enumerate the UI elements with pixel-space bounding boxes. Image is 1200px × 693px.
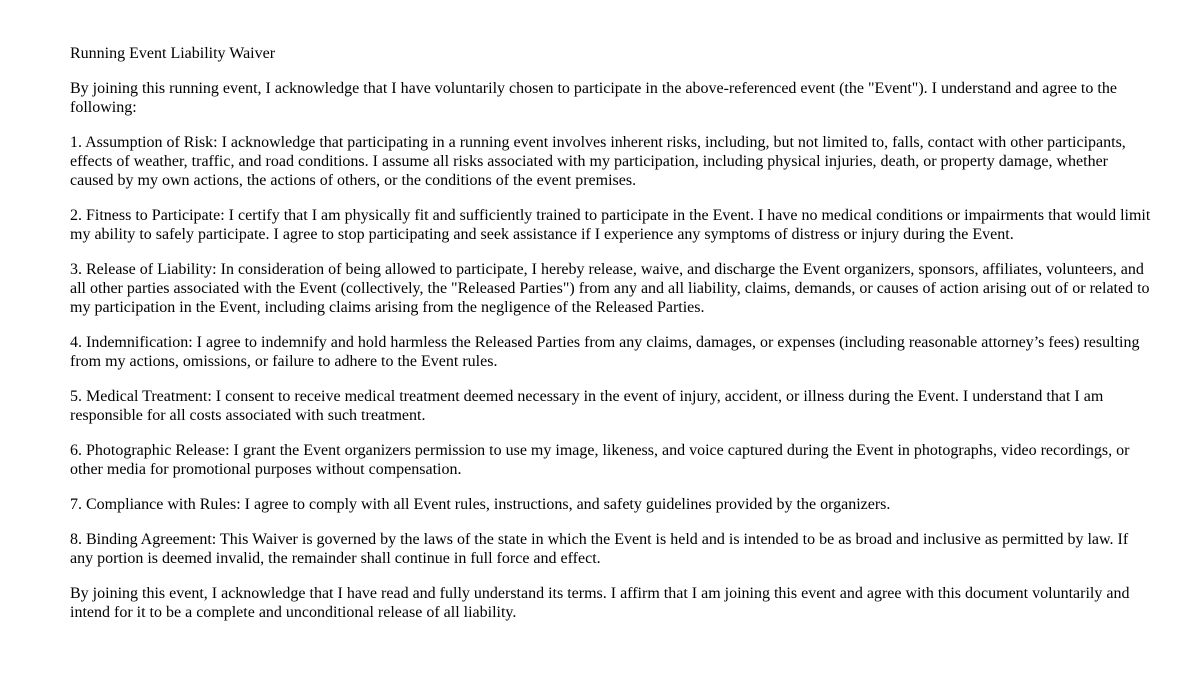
intro-paragraph: By joining this running event, I acknowledge that I have voluntarily chosen to participate in the above-referenced event (the "Event"). I understand and agree to the following: <box>70 80 1117 116</box>
clause-indemnification: 4. Indemnification: I agree to indemnify and hold harmless the Released Parties from any claims, damages, or expenses (including reasonable attorney’s fees) resulting from my actions, omissions, or failure to adhere to the Event rules. <box>70 334 1140 370</box>
clause-compliance-with-rules: 7. Compliance with Rules: I agree to comply with all Event rules, instructions, and safety guidelines provided by the organizers. <box>70 496 891 513</box>
clause-photographic-release: 6. Photographic Release: I grant the Event organizers permission to use my image, likeness, and voice captured during the Event in photographs, video recordings, or other media for promotional purposes without compensation. <box>70 442 1130 478</box>
clause-release-of-liability: 3. Release of Liability: In consideration of being allowed to participate, I hereby release, waive, and discharge the Event organizers, sponsors, affiliates, volunteers, and all other parties associated with the Event (collectively, the "Released Parties") from any and all liability, claims, demands, or causes of action arising out of or related to my participation in the Event, including claims arising from the negligence of the Released Parties. <box>70 261 1150 316</box>
clause-assumption-of-risk: 1. Assumption of Risk: I acknowledge that participating in a running event involves inherent risks, including, but not limited to, falls, contact with other participants, effects of weather, traffic, and road conditions. I assume all risks associated with my participation, including physical injuries, death, or property damage, whether caused by my own actions, the actions of others, or the conditions of the event premises. <box>70 134 1126 189</box>
clause-fitness-to-participate: 2. Fitness to Participate: I certify that I am physically fit and sufficiently trained to participate in the Event. I have no medical conditions or impairments that would limit my ability to safely participate. I agree to stop participating and seek assistance if I experience any symptoms of distress or injury during the Event. <box>70 207 1151 243</box>
clause-medical-treatment: 5. Medical Treatment: I consent to receive medical treatment deemed necessary in the event of injury, accident, or illness during the Event. I understand that I am responsible for all costs associated with such treatment. <box>70 388 1104 424</box>
document-title: Running Event Liability Waiver <box>70 45 276 62</box>
closing-paragraph: By joining this event, I acknowledge that I have read and fully understand its terms. I affirm that I am joining this event and agree with this document voluntarily and intend for it to be a complete and unconditional release of all liability. <box>70 585 1130 621</box>
clause-binding-agreement: 8. Binding Agreement: This Waiver is governed by the laws of the state in which the Event is held and is intended to be as broad and inclusive as permitted by law. If any portion is deemed invalid, the remainder shall continue in full force and effect. <box>70 531 1129 567</box>
